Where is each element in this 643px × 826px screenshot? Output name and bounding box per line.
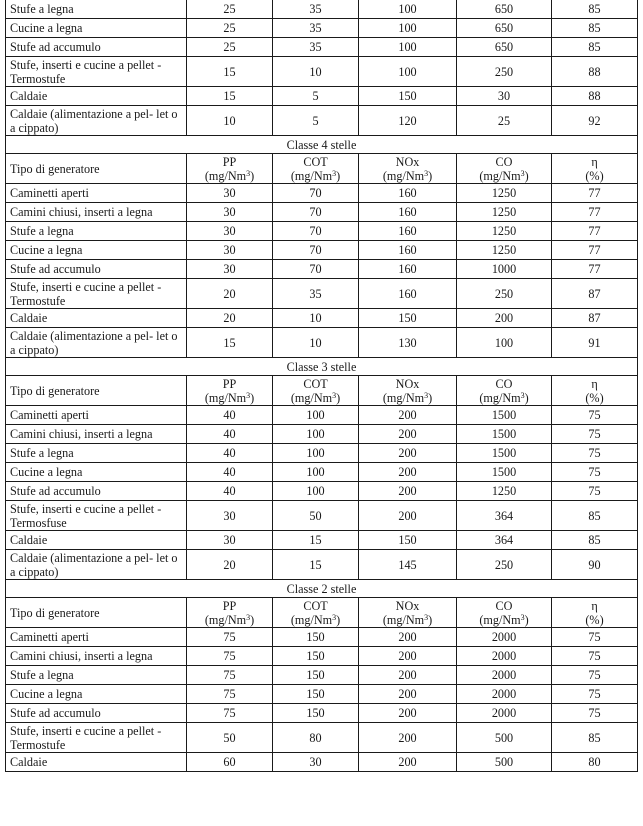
unit-suffix: ): [250, 168, 255, 183]
co-value-cell: 1250: [457, 222, 552, 241]
generator-type-cell: Stufe ad accumulo: [6, 704, 187, 723]
eta-value-cell: 75: [552, 463, 638, 482]
unit-exponent: 3: [520, 390, 525, 400]
eta-value-cell: 77: [552, 241, 638, 260]
generator-type-cell: Stufe a legna: [6, 444, 187, 463]
eta-value-cell: 75: [552, 628, 638, 647]
generator-type-cell: Caldaie: [6, 309, 187, 328]
nox-value-cell: 200: [359, 685, 457, 704]
pp-value-cell: 15: [187, 87, 273, 106]
pp-value-cell: 40: [187, 406, 273, 425]
generator-type-cell: Stufe ad accumulo: [6, 482, 187, 501]
generator-type-cell: Stufe, inserti e cucine a pellet - Termostufe: [6, 279, 187, 309]
unit-exponent: 3: [520, 168, 525, 178]
eta-value-cell: 75: [552, 406, 638, 425]
unit-suffix: ): [428, 168, 433, 183]
table-row: [6, 57, 638, 87]
percent-unit: (%): [585, 390, 604, 405]
nox-value-cell: 145: [359, 550, 457, 580]
co-value-cell: 1250: [457, 241, 552, 260]
pp-value-cell: 15: [187, 57, 273, 87]
generator-type-cell: Caldaie (alimentazione a pel- let o a cippato): [6, 106, 187, 136]
header-cot: [273, 154, 359, 184]
nox-value-cell: 200: [359, 482, 457, 501]
eta-value-cell: 77: [552, 203, 638, 222]
column-header-label: CO: [495, 376, 513, 391]
unit-exponent: 3: [424, 168, 429, 178]
table-row: [6, 203, 638, 222]
cot-value-cell: 150: [273, 666, 359, 685]
pp-value-cell: 30: [187, 260, 273, 279]
eta-symbol: η: [591, 376, 598, 391]
cot-value-cell: 150: [273, 647, 359, 666]
eta-value-cell: 75: [552, 685, 638, 704]
nox-value-cell: 200: [359, 425, 457, 444]
generator-type-cell: Cucine a legna: [6, 685, 187, 704]
nox-value-cell: 130: [359, 328, 457, 358]
co-value-cell: 250: [457, 550, 552, 580]
nox-value-cell: 100: [359, 0, 457, 19]
unit-label: (mg/Nm: [382, 168, 425, 183]
column-header-label: NOx: [395, 598, 420, 613]
table-row: [6, 531, 638, 550]
nox-value-cell: 200: [359, 628, 457, 647]
nox-value-cell: 100: [359, 38, 457, 57]
nox-value-cell: 200: [359, 463, 457, 482]
pp-value-cell: 75: [187, 628, 273, 647]
nox-value-cell: 200: [359, 723, 457, 753]
table-row: [6, 628, 638, 647]
eta-value-cell: 75: [552, 704, 638, 723]
column-header-label: COT: [303, 154, 328, 169]
co-value-cell: 500: [457, 723, 552, 753]
column-header-label: PP: [222, 154, 237, 169]
unit-suffix: ): [428, 390, 433, 405]
unit-label: (mg/Nm: [204, 168, 247, 183]
pp-value-cell: 15: [187, 328, 273, 358]
nox-value-cell: 150: [359, 309, 457, 328]
eta-value-cell: 75: [552, 425, 638, 444]
pp-value-cell: 40: [187, 444, 273, 463]
table-row: [6, 106, 638, 136]
eta-value-cell: 85: [552, 501, 638, 531]
generator-type-cell: Cucine a legna: [6, 241, 187, 260]
cot-value-cell: 5: [273, 87, 359, 106]
pp-value-cell: 30: [187, 222, 273, 241]
cot-value-cell: 35: [273, 38, 359, 57]
co-value-cell: 2000: [457, 647, 552, 666]
co-value-cell: 1250: [457, 482, 552, 501]
cot-value-cell: 80: [273, 723, 359, 753]
eta-value-cell: 80: [552, 753, 638, 772]
nox-value-cell: 200: [359, 444, 457, 463]
emission-limits-table: [5, 0, 638, 772]
eta-value-cell: 88: [552, 57, 638, 87]
column-header-label: CO: [495, 598, 513, 613]
eta-value-cell: 77: [552, 184, 638, 203]
generator-type-cell: Cucine a legna: [6, 19, 187, 38]
generator-type-cell: Stufe, inserti e cucine a pellet - Termosfuse: [6, 501, 187, 531]
nox-value-cell: 150: [359, 531, 457, 550]
table-row: [6, 260, 638, 279]
generator-type-cell: Caminetti aperti: [6, 406, 187, 425]
unit-suffix: ): [336, 612, 341, 627]
co-value-cell: 500: [457, 753, 552, 772]
cot-value-cell: 100: [273, 425, 359, 444]
header-nox: [359, 598, 457, 628]
section-title: Classe 2 stelle: [6, 580, 638, 598]
generator-type-cell: Caldaie (alimentazione a pel- let o a cippato): [6, 328, 187, 358]
eta-value-cell: 75: [552, 444, 638, 463]
pp-value-cell: 20: [187, 309, 273, 328]
column-header-label: PP: [222, 598, 237, 613]
cot-value-cell: 50: [273, 501, 359, 531]
generator-type-cell: Stufe ad accumulo: [6, 260, 187, 279]
table-row: [6, 279, 638, 309]
generator-type-cell: Stufe ad accumulo: [6, 38, 187, 57]
table-row: [6, 463, 638, 482]
header-co: [457, 154, 552, 184]
table-row: [6, 38, 638, 57]
table-row: [6, 406, 638, 425]
cot-value-cell: 100: [273, 463, 359, 482]
nox-value-cell: 200: [359, 406, 457, 425]
table-row: [6, 87, 638, 106]
eta-value-cell: 90: [552, 550, 638, 580]
eta-symbol: η: [591, 154, 598, 169]
eta-value-cell: 77: [552, 260, 638, 279]
pp-value-cell: 30: [187, 203, 273, 222]
header-co: [457, 598, 552, 628]
co-value-cell: 2000: [457, 628, 552, 647]
co-value-cell: 364: [457, 501, 552, 531]
column-header-label: NOx: [395, 376, 420, 391]
nox-value-cell: 160: [359, 279, 457, 309]
unit-label: (mg/Nm: [382, 390, 425, 405]
section-title: Classe 3 stelle: [6, 358, 638, 376]
unit-suffix: ): [524, 168, 529, 183]
co-value-cell: 1250: [457, 203, 552, 222]
generator-type-cell: Camini chiusi, inserti a legna: [6, 647, 187, 666]
header-efficiency: [552, 154, 638, 184]
co-value-cell: 200: [457, 309, 552, 328]
column-header-label: CO: [495, 154, 513, 169]
header-pp: [187, 154, 273, 184]
eta-value-cell: 87: [552, 279, 638, 309]
pp-value-cell: 30: [187, 241, 273, 260]
nox-value-cell: 200: [359, 666, 457, 685]
cot-value-cell: 10: [273, 309, 359, 328]
unit-exponent: 3: [246, 612, 251, 622]
cot-value-cell: 70: [273, 222, 359, 241]
cot-value-cell: 150: [273, 685, 359, 704]
column-header-label: NOx: [395, 154, 420, 169]
pp-value-cell: 25: [187, 38, 273, 57]
nox-value-cell: 160: [359, 222, 457, 241]
eta-symbol: η: [591, 598, 598, 613]
nox-value-cell: 160: [359, 184, 457, 203]
eta-value-cell: 87: [552, 309, 638, 328]
co-value-cell: 250: [457, 279, 552, 309]
table-row: [6, 723, 638, 753]
column-header-row: [6, 154, 638, 184]
unit-exponent: 3: [332, 168, 337, 178]
unit-label: (mg/Nm: [204, 612, 247, 627]
eta-value-cell: 92: [552, 106, 638, 136]
pp-value-cell: 60: [187, 753, 273, 772]
nox-value-cell: 200: [359, 501, 457, 531]
column-header-row: [6, 376, 638, 406]
co-value-cell: 100: [457, 328, 552, 358]
table-row: [6, 328, 638, 358]
cot-value-cell: 35: [273, 279, 359, 309]
header-cot: [273, 598, 359, 628]
eta-value-cell: 85: [552, 0, 638, 19]
pp-value-cell: 30: [187, 184, 273, 203]
pp-value-cell: 75: [187, 685, 273, 704]
cot-value-cell: 100: [273, 406, 359, 425]
unit-exponent: 3: [246, 390, 251, 400]
percent-unit: (%): [585, 168, 604, 183]
nox-value-cell: 160: [359, 203, 457, 222]
unit-label: (mg/Nm: [479, 168, 521, 183]
nox-value-cell: 200: [359, 704, 457, 723]
eta-value-cell: 75: [552, 482, 638, 501]
nox-value-cell: 200: [359, 647, 457, 666]
pp-value-cell: 10: [187, 106, 273, 136]
cot-value-cell: 70: [273, 184, 359, 203]
co-value-cell: 1000: [457, 260, 552, 279]
unit-label: (mg/Nm: [290, 390, 333, 405]
co-value-cell: 2000: [457, 685, 552, 704]
co-value-cell: 25: [457, 106, 552, 136]
co-value-cell: 650: [457, 19, 552, 38]
pp-value-cell: 30: [187, 531, 273, 550]
eta-value-cell: 77: [552, 222, 638, 241]
generator-type-cell: Camini chiusi, inserti a legna: [6, 425, 187, 444]
section-title-row: [6, 580, 638, 598]
header-pp: [187, 376, 273, 406]
header-co: [457, 376, 552, 406]
header-generator-type: Tipo di generatore: [6, 154, 187, 184]
unit-label: (mg/Nm: [290, 168, 333, 183]
unit-suffix: ): [524, 612, 529, 627]
percent-unit: (%): [585, 612, 604, 627]
co-value-cell: 364: [457, 531, 552, 550]
column-header-label: PP: [222, 376, 237, 391]
unit-label: (mg/Nm: [479, 612, 521, 627]
generator-type-cell: Stufe a legna: [6, 0, 187, 19]
cot-value-cell: 150: [273, 628, 359, 647]
cot-value-cell: 35: [273, 0, 359, 19]
unit-label: (mg/Nm: [382, 612, 425, 627]
table-row: [6, 550, 638, 580]
generator-type-cell: Caminetti aperti: [6, 184, 187, 203]
header-generator-type: Tipo di generatore: [6, 376, 187, 406]
table-row: [6, 666, 638, 685]
header-generator-type: Tipo di generatore: [6, 598, 187, 628]
table-row: [6, 309, 638, 328]
table-row: [6, 704, 638, 723]
header-efficiency: [552, 598, 638, 628]
cot-value-cell: 70: [273, 260, 359, 279]
co-value-cell: 650: [457, 0, 552, 19]
table-row: [6, 501, 638, 531]
pp-value-cell: 20: [187, 550, 273, 580]
pp-value-cell: 75: [187, 666, 273, 685]
generator-type-cell: Cucine a legna: [6, 463, 187, 482]
unit-suffix: ): [336, 168, 341, 183]
co-value-cell: 2000: [457, 704, 552, 723]
header-cot: [273, 376, 359, 406]
pp-value-cell: 40: [187, 463, 273, 482]
unit-exponent: 3: [246, 168, 251, 178]
co-value-cell: 1500: [457, 444, 552, 463]
pp-value-cell: 30: [187, 501, 273, 531]
unit-exponent: 3: [332, 390, 337, 400]
table-row: [6, 222, 638, 241]
nox-value-cell: 120: [359, 106, 457, 136]
co-value-cell: 1500: [457, 425, 552, 444]
eta-value-cell: 85: [552, 38, 638, 57]
table-row: [6, 184, 638, 203]
section-title: Classe 4 stelle: [6, 136, 638, 154]
table-row: [6, 753, 638, 772]
unit-label: (mg/Nm: [204, 390, 247, 405]
generator-type-cell: Caldaie: [6, 87, 187, 106]
table-row: [6, 425, 638, 444]
generator-type-cell: Caldaie: [6, 753, 187, 772]
unit-exponent: 3: [520, 612, 525, 622]
cot-value-cell: 100: [273, 482, 359, 501]
column-header-row: [6, 598, 638, 628]
table-row: [6, 19, 638, 38]
pp-value-cell: 25: [187, 0, 273, 19]
cot-value-cell: 10: [273, 57, 359, 87]
unit-suffix: ): [250, 612, 255, 627]
cot-value-cell: 100: [273, 444, 359, 463]
eta-value-cell: 85: [552, 723, 638, 753]
table-row: [6, 241, 638, 260]
generator-type-cell: Caldaie (alimentazione a pel- let o a cippato): [6, 550, 187, 580]
eta-value-cell: 75: [552, 647, 638, 666]
table-row: [6, 482, 638, 501]
pp-value-cell: 75: [187, 647, 273, 666]
nox-value-cell: 200: [359, 753, 457, 772]
eta-value-cell: 88: [552, 87, 638, 106]
header-nox: [359, 376, 457, 406]
generator-type-cell: Stufe, inserti e cucine a pellet - Termostufe: [6, 57, 187, 87]
pp-value-cell: 20: [187, 279, 273, 309]
unit-suffix: ): [524, 390, 529, 405]
column-header-label: COT: [303, 598, 328, 613]
cot-value-cell: 10: [273, 328, 359, 358]
generator-type-cell: Stufe, inserti e cucine a pellet - Termostufe: [6, 723, 187, 753]
column-header-label: COT: [303, 376, 328, 391]
co-value-cell: 1500: [457, 463, 552, 482]
unit-label: (mg/Nm: [290, 612, 333, 627]
header-efficiency: [552, 376, 638, 406]
header-pp: [187, 598, 273, 628]
table-row: [6, 0, 638, 19]
cot-value-cell: 70: [273, 241, 359, 260]
cot-value-cell: 35: [273, 19, 359, 38]
cot-value-cell: 70: [273, 203, 359, 222]
table-row: [6, 685, 638, 704]
generator-type-cell: Caldaie: [6, 531, 187, 550]
nox-value-cell: 150: [359, 87, 457, 106]
pp-value-cell: 40: [187, 425, 273, 444]
nox-value-cell: 100: [359, 19, 457, 38]
section-title-row: [6, 358, 638, 376]
table-row: [6, 444, 638, 463]
cot-value-cell: 15: [273, 531, 359, 550]
eta-value-cell: 85: [552, 531, 638, 550]
unit-exponent: 3: [332, 612, 337, 622]
co-value-cell: 250: [457, 57, 552, 87]
unit-suffix: ): [336, 390, 341, 405]
table-body: [6, 0, 638, 772]
header-nox: [359, 154, 457, 184]
cot-value-cell: 150: [273, 704, 359, 723]
generator-type-cell: Camini chiusi, inserti a legna: [6, 203, 187, 222]
unit-suffix: ): [428, 612, 433, 627]
pp-value-cell: 75: [187, 704, 273, 723]
unit-suffix: ): [250, 390, 255, 405]
unit-exponent: 3: [424, 390, 429, 400]
co-value-cell: 30: [457, 87, 552, 106]
nox-value-cell: 160: [359, 241, 457, 260]
co-value-cell: 1250: [457, 184, 552, 203]
cot-value-cell: 5: [273, 106, 359, 136]
generator-type-cell: Stufe a legna: [6, 666, 187, 685]
unit-exponent: 3: [424, 612, 429, 622]
co-value-cell: 650: [457, 38, 552, 57]
generator-type-cell: Caminetti aperti: [6, 628, 187, 647]
pp-value-cell: 50: [187, 723, 273, 753]
unit-label: (mg/Nm: [479, 390, 521, 405]
section-title-row: [6, 136, 638, 154]
nox-value-cell: 100: [359, 57, 457, 87]
cot-value-cell: 30: [273, 753, 359, 772]
eta-value-cell: 75: [552, 666, 638, 685]
cot-value-cell: 15: [273, 550, 359, 580]
co-value-cell: 2000: [457, 666, 552, 685]
generator-type-cell: Stufe a legna: [6, 222, 187, 241]
co-value-cell: 1500: [457, 406, 552, 425]
nox-value-cell: 160: [359, 260, 457, 279]
pp-value-cell: 25: [187, 19, 273, 38]
pp-value-cell: 40: [187, 482, 273, 501]
table-row: [6, 647, 638, 666]
eta-value-cell: 85: [552, 19, 638, 38]
eta-value-cell: 91: [552, 328, 638, 358]
